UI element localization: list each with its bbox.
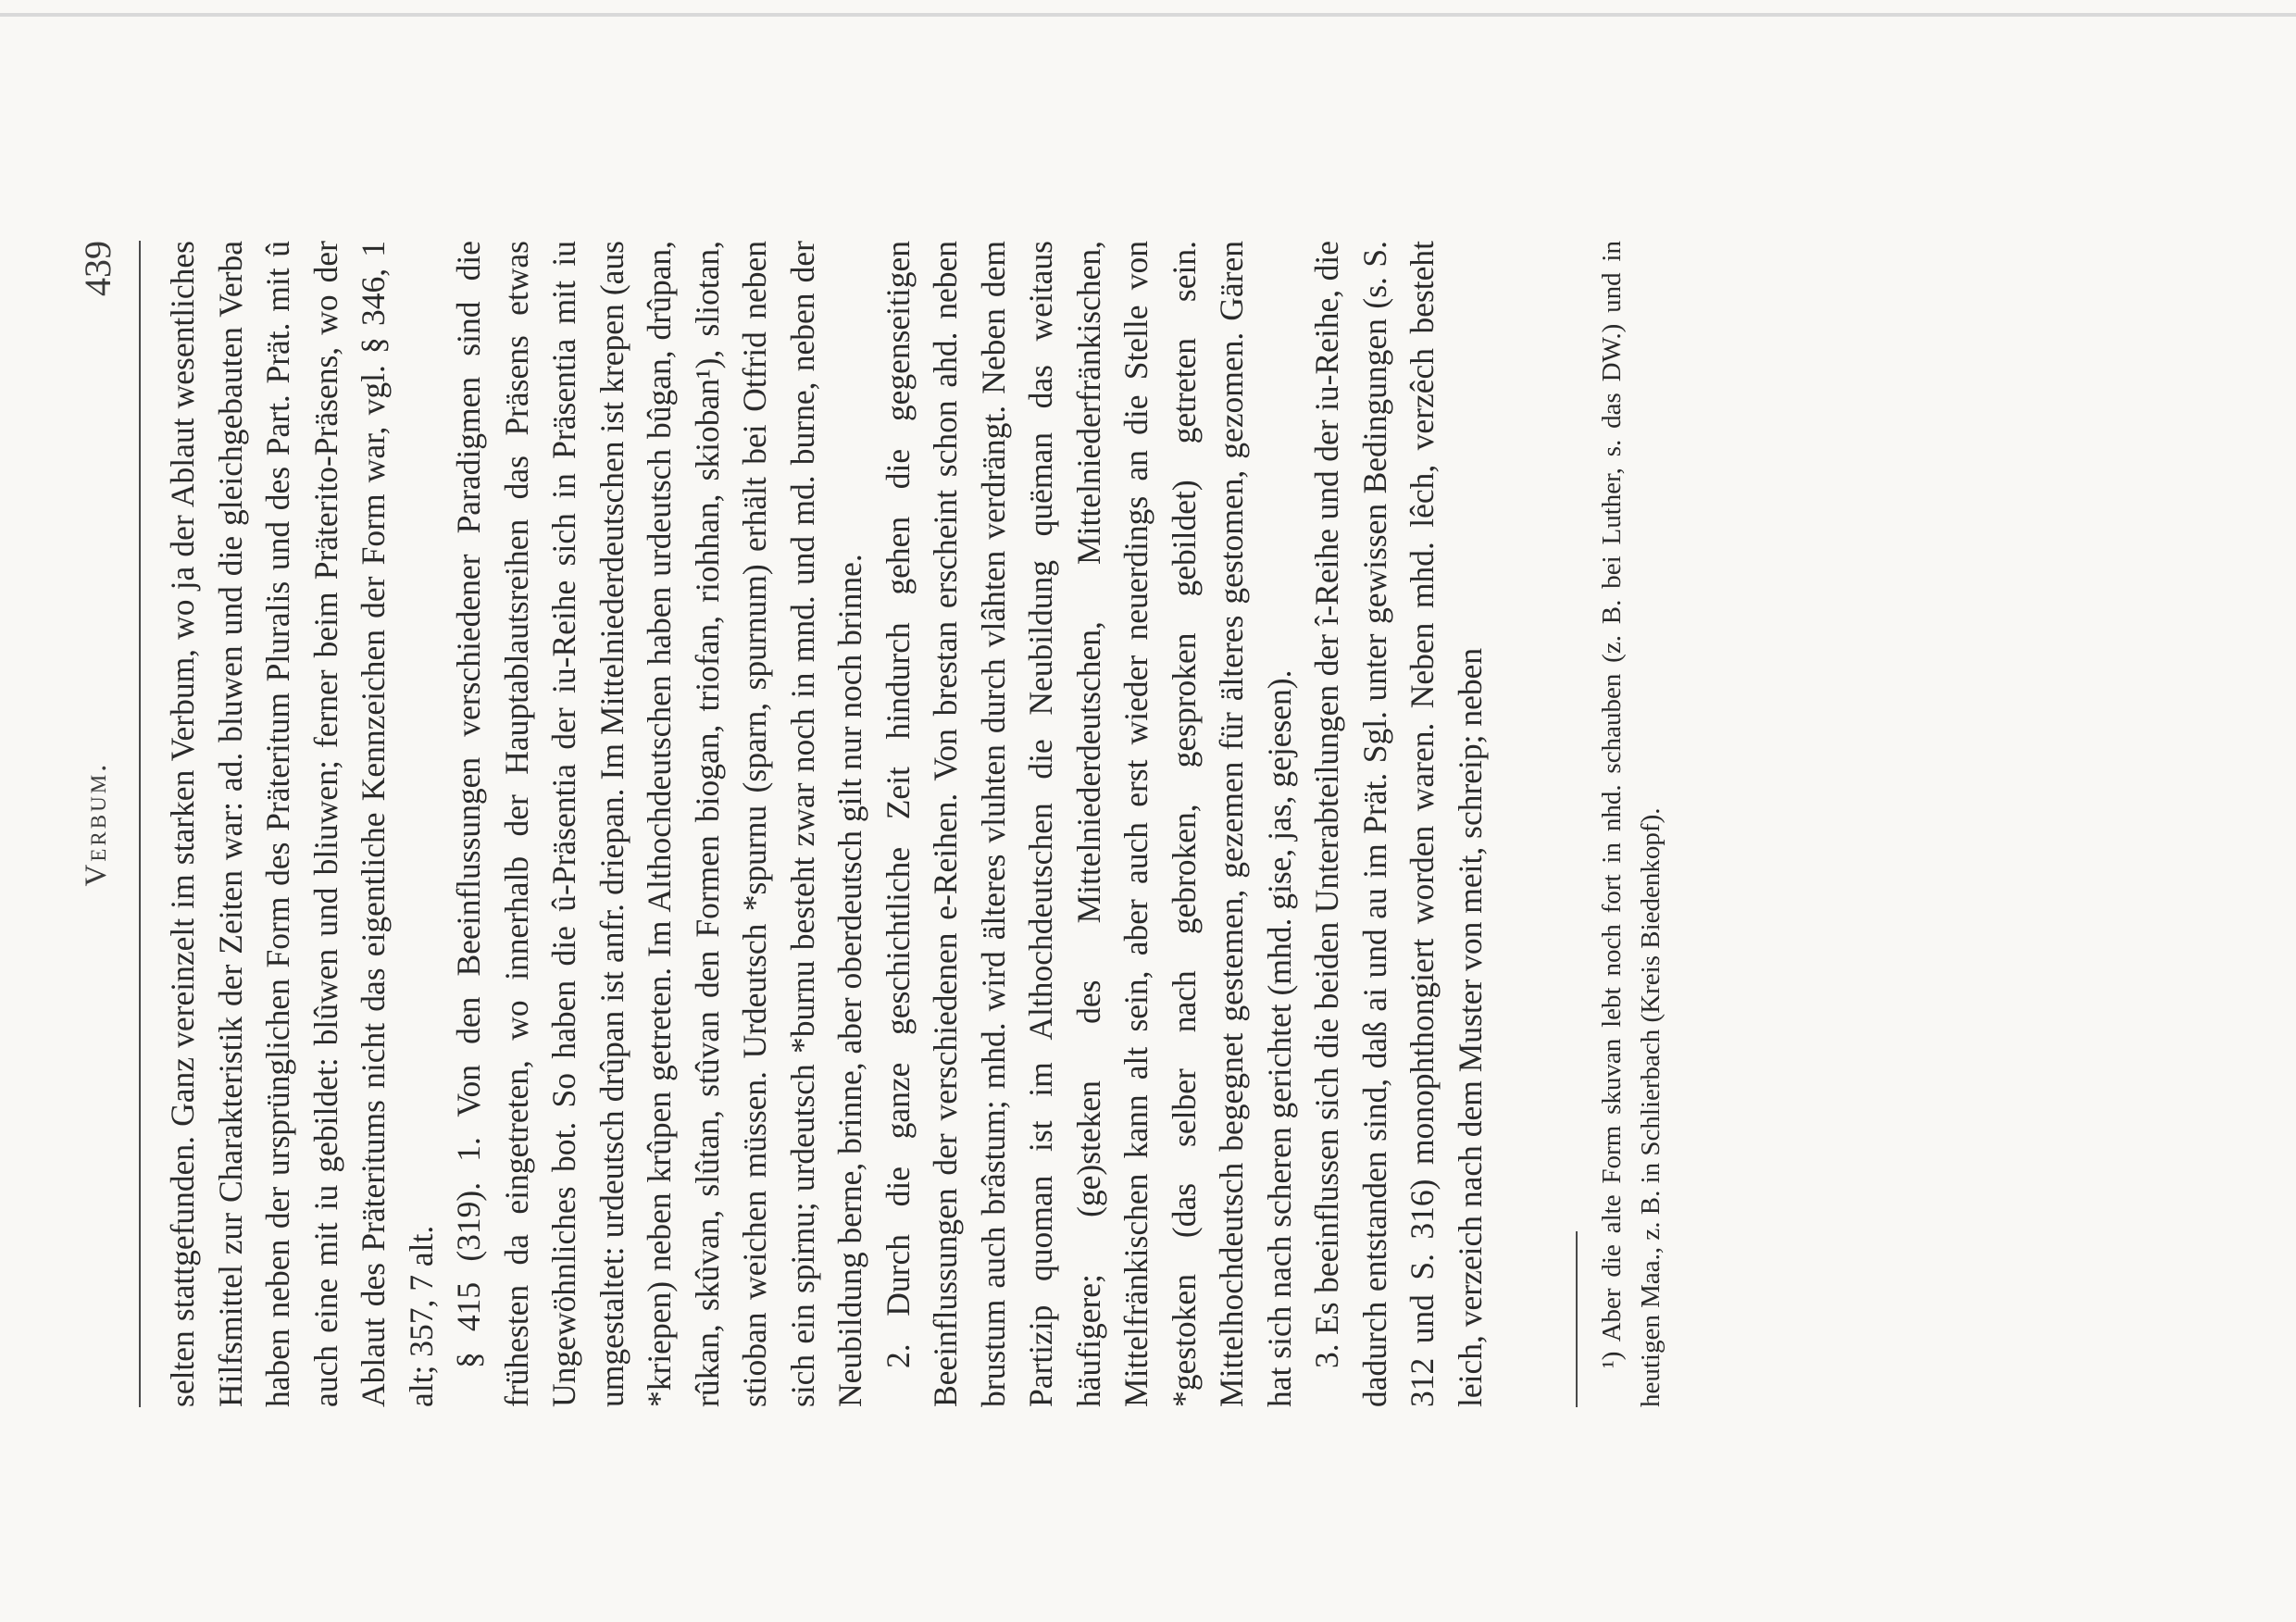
paragraph-2: § 415 (319). 1. Von den Beeinflussungen verschiedener Paradigmen sind die frühesten da eingetreten, wo innerhalb der Hauptablautsreihen das Präsens etwas Ungewöhnliches bot. So haben die û-Präsentia der iu-Reihe sich in Präsentia mit iu umgestaltet: urdeutsch drûpan ist anfr. driepan. Im Mittelniederdeutschen ist krepen (aus *kriepen) neben krûpen getreten. Im Althochdeutschen haben urdeutsch bûgan, drûpan, rûkan, skûvan, slûtan, stûvan den Formen biogan, triofan, riohhan, skioban¹), sliotan, stioban weichen müssen. Urdeutsch *spurnu (sparn, spurnum) erhält bei Otfrid neben sich ein spirnu; urdeutsch *burnu besteht zwar noch in mnd. und md. burne, neben der Neubildung berne, brinne, aber oberdeutsch gilt nur noch brinne. <box>450 241 868 1407</box>
paragraph-3: 2. Durch die ganze geschichtliche Zeit hindurch gehen die gegenseitigen Beeinflussungen der verschiedenen e-Reihen. Von brestan erscheint schon ahd. neben brustum auch brâstum; mhd. wird älteres vluhten durch vlâhten verdrängt. Neben dem Partizip quoman ist im Althochdeutschen die Neubildung quëman das weitaus häufigere; (ge)steken des Mittelniederdeutschen, Mittelniederfränkischen, Mittelfränkischen kann alt sein, aber auch erst wieder neuerdings an die Stelle von *gestoken (das selber nach gebroken, gesproken gebildet) getreten sein. Mittelhochdeutsch begegnet gestemen, gezemen für älteres gestomen, gezomen. Gären hat sich nach scheren gerichtet (mhd. gise, jas, gejesen). <box>879 241 1298 1407</box>
rotated-page <box>74 241 1926 1407</box>
page-header <box>74 241 120 1407</box>
page-number: 439 <box>77 241 119 296</box>
body-text <box>159 241 1494 1407</box>
paragraph-1: selten stattgefunden. Ganz vereinzelt im starken Verbum, wo ja der Ablaut wesentliches Hilfsmittel zur Charakteristik der Zeiten war: ad. bluwen und die gleichgebauten Verba haben neben der ursprünglichen Form des Präteritum Pluralis und des Part. Prät. mit û auch eine mit iu gebildet: blûwen und bliuwen; ferner beim Präterito-Präsens, wo der Ablaut des Präteritums nicht das eigentliche Kennzeichen der Form war, vgl. § 346, 1 alt; 357, 7 alt. <box>164 241 440 1407</box>
scan-edge-rule <box>0 13 2296 17</box>
paragraph-4: 3. Es beeinflussen sich die beiden Unterabteilungen der î-Reihe und der iu-Reihe, die dadurch entstanden sind, daß ai und au im Prät. Sgl. unter gewissen Bedingungen (s. S. 312 und S. 316) monophthongiert worden waren. Neben mhd. lêch, verzêch besteht leich, verzeich nach dem Muster von meit, schreip; neben <box>1308 241 1489 1407</box>
running-head: Verbum. <box>80 761 113 887</box>
footnote: ¹) Aber die alte Form skuvan lebt noch fort in nhd. schauben (z. B. bei Luther, s. das DW.) und in heutigen Maa., z. B. in Schlierbach (Kreis Biedenkopf). <box>1597 241 1666 1407</box>
header-rule <box>139 241 141 1407</box>
footnote-rule <box>1576 1231 1578 1407</box>
